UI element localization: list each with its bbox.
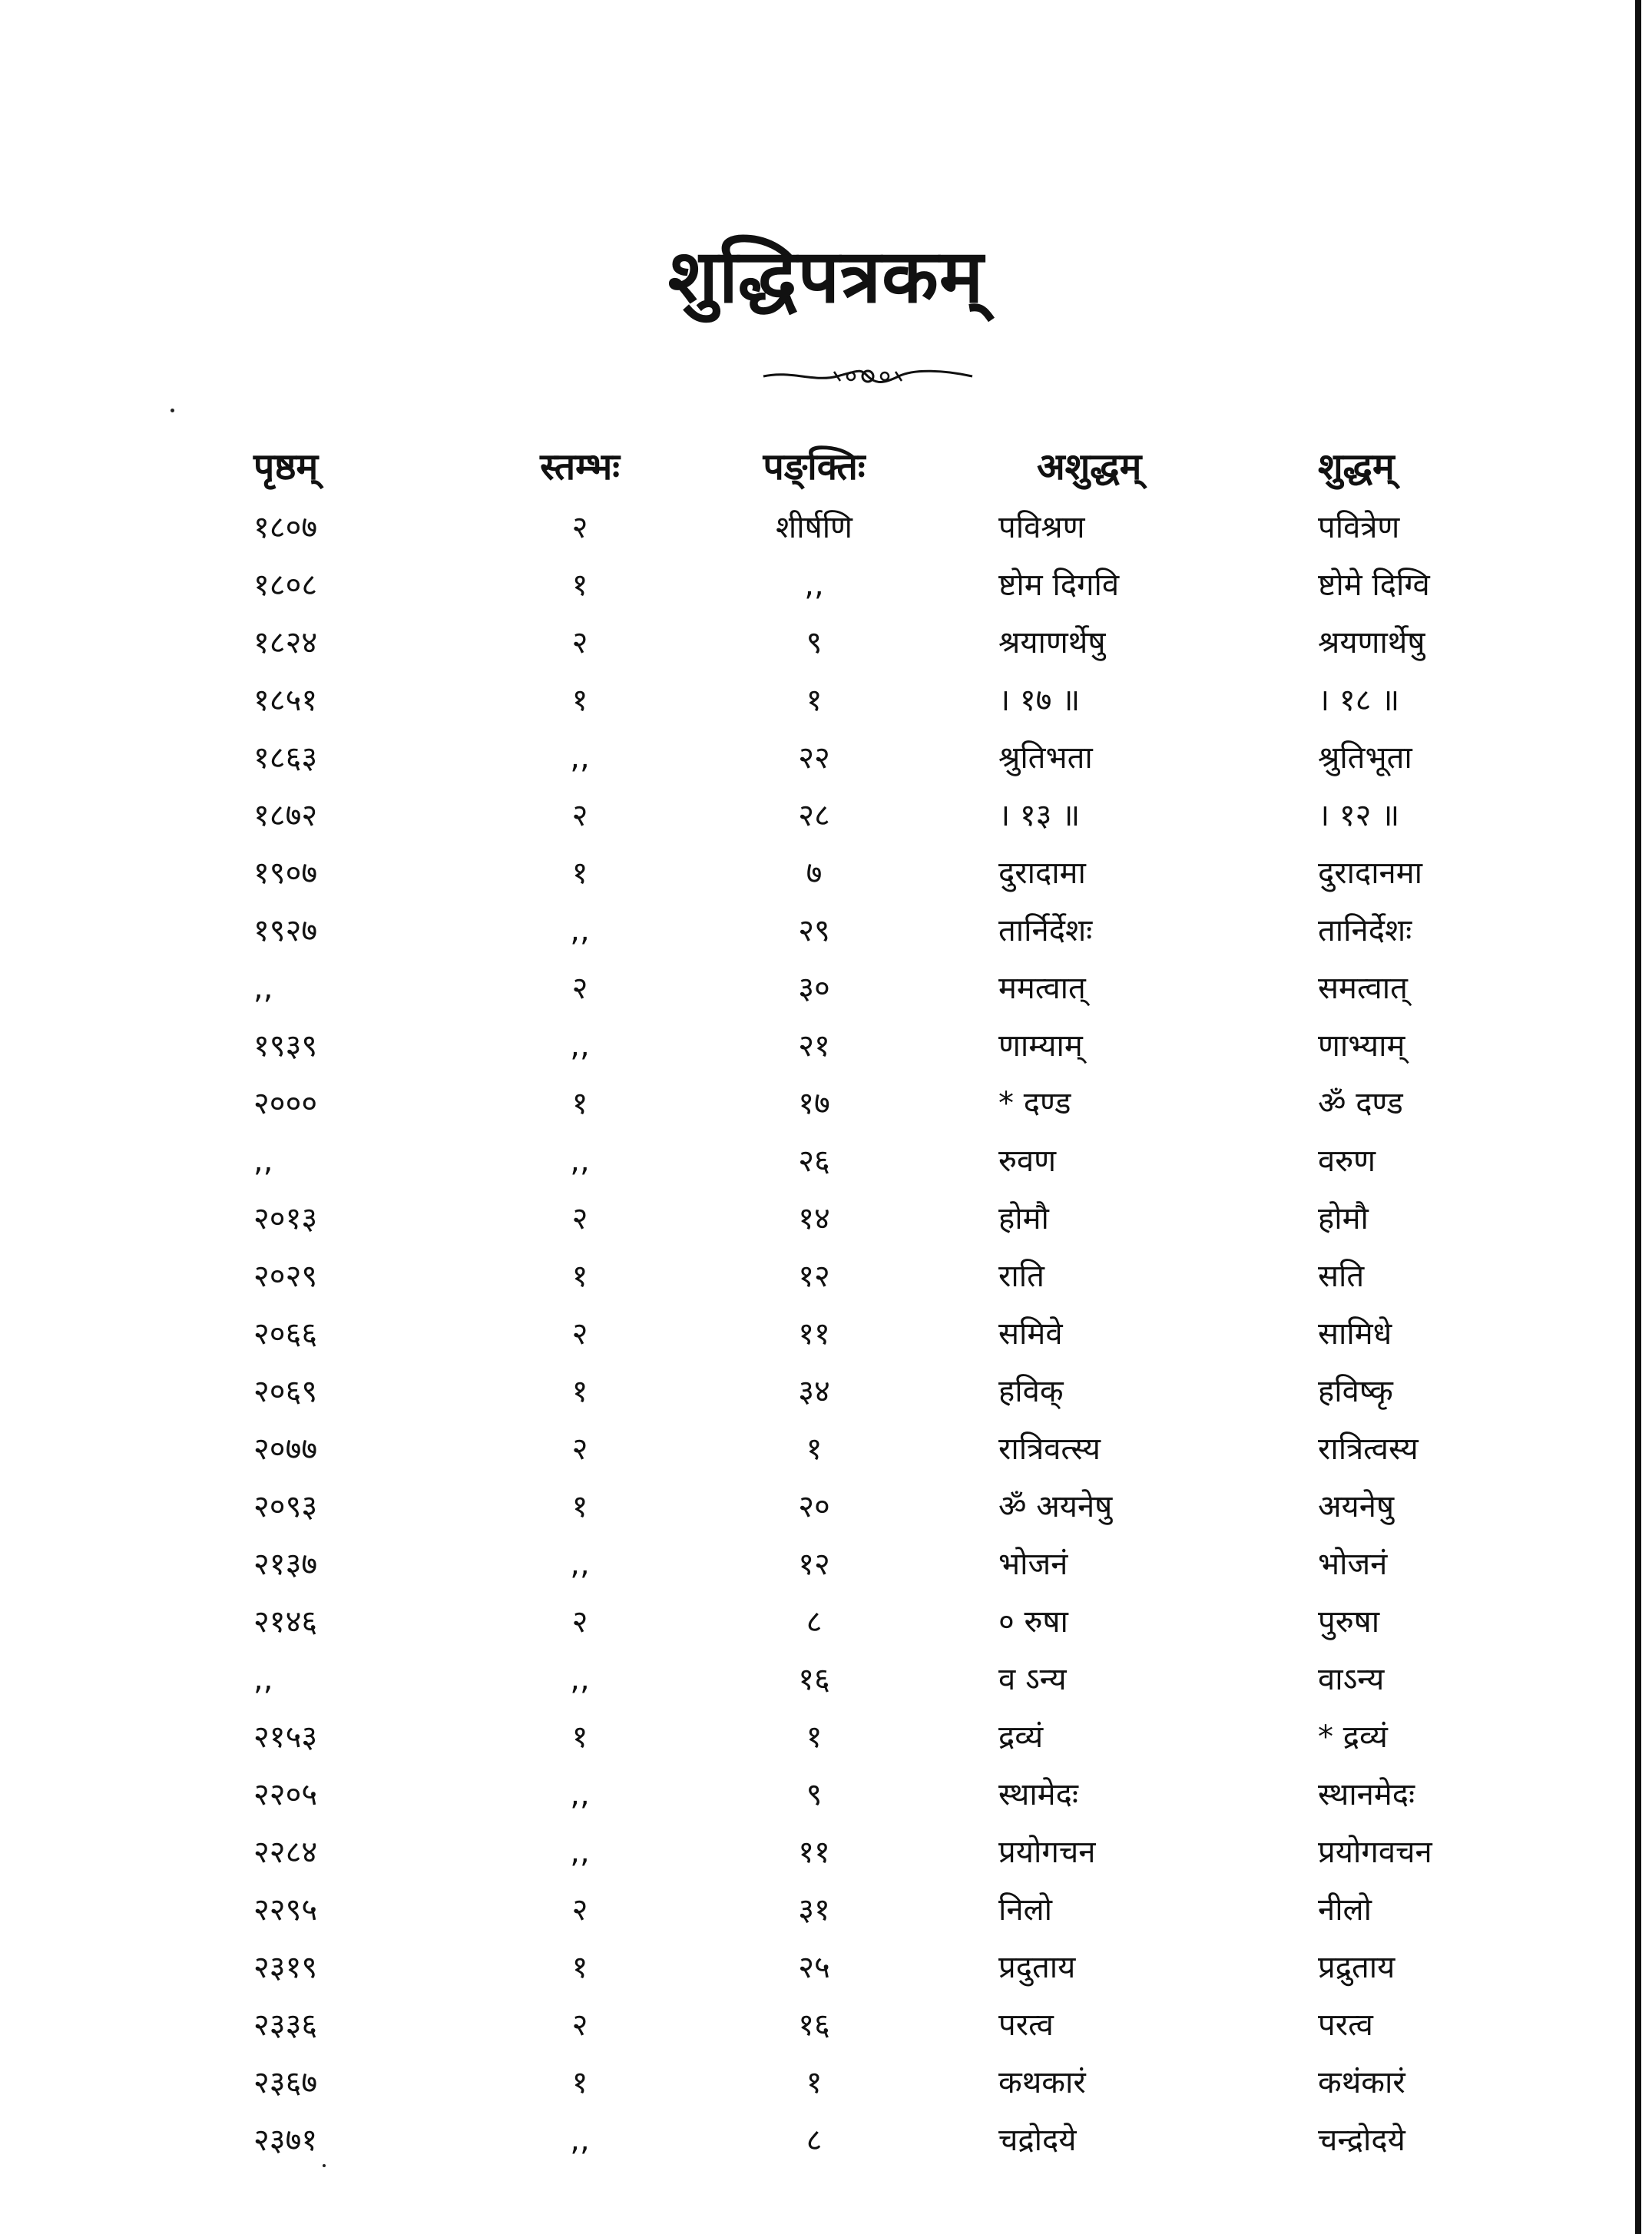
table-row — [0, 1075, 1652, 1133]
cell-correct: हविष्कृ — [1318, 1374, 1393, 1409]
cell-line: ३० — [798, 971, 830, 1006]
cell-incorrect: निलो — [998, 1892, 1053, 1928]
table-row — [0, 1421, 1652, 1478]
cell-line: ३४ — [798, 1374, 830, 1409]
cell-correct: दुरादानमा — [1318, 856, 1423, 891]
cell-line: ८ — [806, 2123, 823, 2158]
cell-correct: सामिधे — [1318, 1316, 1392, 1352]
cell-line: ११ — [798, 1835, 830, 1870]
cell-line: २९ — [798, 913, 830, 948]
cell-column: १ — [571, 1374, 588, 1409]
cell-incorrect: हविक् — [998, 1374, 1064, 1409]
cell-column: १ — [571, 1086, 588, 1121]
cell-incorrect: प्रदुताय — [998, 1950, 1076, 1985]
scan-speck — [170, 409, 174, 412]
cell-line: १ — [806, 2065, 823, 2100]
cell-line: ३१ — [798, 1892, 830, 1928]
cell-incorrect: श्रुतिभता — [998, 740, 1093, 776]
cell-page: २३७१ — [253, 2123, 318, 2158]
cell-line: २२ — [798, 740, 830, 776]
cell-line: १२ — [798, 1259, 830, 1294]
table-row — [0, 1018, 1652, 1075]
header-column: स्तम्भः — [540, 445, 620, 488]
table-row — [0, 1594, 1652, 1651]
cell-line: ११ — [798, 1316, 830, 1352]
table-row — [0, 1709, 1652, 1766]
table-row — [0, 845, 1652, 902]
cell-line: १४ — [798, 1201, 830, 1236]
cell-column: ,, — [570, 1777, 590, 1812]
cell-line: ७ — [806, 856, 823, 891]
cell-incorrect: चद्रोदये — [998, 2123, 1077, 2158]
cell-incorrect: तार्निर्देशः — [998, 913, 1093, 948]
table-row — [0, 1882, 1652, 1939]
cell-page: १८२४ — [253, 625, 318, 660]
cell-column: १ — [571, 856, 588, 891]
cell-line: ९ — [806, 1777, 823, 1812]
cell-incorrect: * दण्ड — [998, 1086, 1071, 1121]
cell-line: १७ — [798, 1086, 830, 1121]
table-row — [0, 1939, 1652, 1997]
cell-column: २ — [571, 798, 588, 833]
table-row — [0, 787, 1652, 845]
cell-column: ,, — [570, 2123, 590, 2158]
cell-page: २१५३ — [253, 1719, 318, 1755]
cell-page: १८०७ — [253, 510, 318, 545]
cell-correct: प्रयोगवचन — [1318, 1835, 1432, 1870]
cell-page: १८५१ — [253, 683, 318, 718]
cell-line: २६ — [798, 1143, 830, 1179]
cell-correct: सति — [1318, 1259, 1365, 1294]
cell-correct: होमौ — [1318, 1201, 1369, 1236]
cell-page: १९०७ — [253, 856, 318, 891]
table-row — [0, 1248, 1652, 1306]
cell-page: २१४६ — [253, 1604, 318, 1640]
cell-correct: प्रद्रुताय — [1318, 1950, 1395, 1985]
cell-correct: * द्रव्यं — [1318, 1719, 1388, 1755]
table-row — [0, 2054, 1652, 2112]
cell-line: ९ — [806, 625, 823, 660]
cell-column: ,, — [570, 1028, 590, 1064]
cell-column: ,, — [570, 1835, 590, 1870]
cell-page: १८७२ — [253, 798, 318, 833]
cell-column: २ — [571, 1604, 588, 1640]
cell-incorrect: समिवे — [998, 1316, 1063, 1352]
table-row — [0, 1824, 1652, 1882]
cell-page: २२०५ — [253, 1777, 318, 1812]
table-row — [0, 1306, 1652, 1363]
cell-correct: कथंकारं — [1318, 2065, 1405, 2100]
cell-correct: वाऽन्य — [1318, 1662, 1385, 1697]
cell-incorrect: ममत्वात् — [998, 971, 1086, 1006]
cell-correct: श्रुतिभूता — [1318, 740, 1412, 776]
cell-page: १८६३ — [253, 740, 318, 776]
cell-line: १६ — [798, 1662, 830, 1697]
cell-page: १९३९ — [253, 1028, 318, 1064]
cell-column: १ — [571, 1489, 588, 1524]
header-line: पङ्क्तिः — [763, 445, 866, 488]
cell-page: २०६६ — [253, 1316, 318, 1352]
cell-correct: णाभ्याम् — [1318, 1028, 1405, 1064]
cell-incorrect: कथकारं — [998, 2065, 1086, 2100]
table-row — [0, 499, 1652, 557]
cell-incorrect: भोजनं — [998, 1547, 1068, 1582]
cell-incorrect: ० रुषा — [998, 1604, 1068, 1640]
cell-line: ,, — [804, 568, 824, 603]
cell-line: १ — [806, 1719, 823, 1755]
table-row — [0, 1133, 1652, 1190]
cell-incorrect: परत्व — [998, 2007, 1054, 2043]
cell-incorrect: प्रयोगचन — [998, 1835, 1096, 1870]
cell-line: १२ — [798, 1547, 830, 1582]
cell-line: शीर्षणि — [776, 510, 852, 545]
cell-line: २५ — [798, 1950, 830, 1985]
table-row — [0, 1363, 1652, 1421]
cell-line: २० — [798, 1489, 830, 1524]
cell-correct: अयनेषु — [1318, 1489, 1395, 1524]
cell-column: ,, — [570, 740, 590, 776]
table-row — [0, 1766, 1652, 1824]
cell-incorrect: । १७ ॥ — [998, 683, 1081, 718]
table-row — [0, 557, 1652, 614]
table-row — [0, 902, 1652, 960]
cell-page: २३३६ — [253, 2007, 318, 2043]
cell-correct: । १८ ॥ — [1318, 683, 1400, 718]
cell-line: १ — [806, 683, 823, 718]
table-row — [0, 1536, 1652, 1594]
cell-column: २ — [571, 971, 588, 1006]
cell-incorrect: दुरादामा — [998, 856, 1086, 891]
cell-incorrect: होमौ — [998, 1201, 1049, 1236]
cell-page: ,, — [253, 1662, 273, 1697]
cell-column: १ — [571, 1259, 588, 1294]
header-page: पृष्ठम् — [253, 445, 319, 488]
cell-column: ,, — [570, 1547, 590, 1582]
cell-column: १ — [571, 683, 588, 718]
cell-correct: नीलो — [1318, 1892, 1372, 1928]
cell-correct: पवित्रेण — [1318, 510, 1400, 545]
cell-page: २०१३ — [253, 1201, 318, 1236]
cell-incorrect: ष्टोम दिगवि — [998, 568, 1120, 603]
cell-correct: । १२ ॥ — [1318, 798, 1400, 833]
cell-column: १ — [571, 568, 588, 603]
cell-page: २००० — [253, 1086, 318, 1121]
cell-correct: ॐ दण्ड — [1318, 1086, 1403, 1121]
cell-page: २२९५ — [253, 1892, 318, 1928]
cell-incorrect: ॐ अयनेषु — [998, 1489, 1113, 1524]
table-row — [0, 730, 1652, 787]
cell-correct: भोजनं — [1318, 1547, 1388, 1582]
cell-column: १ — [571, 1950, 588, 1985]
cell-correct: ष्टोमे दिग्वि — [1318, 568, 1430, 603]
cell-line: २८ — [798, 798, 830, 833]
cell-line: १६ — [798, 2007, 830, 2043]
page-title: शुद्धिपत्रकम् — [667, 233, 985, 319]
cell-incorrect: रात्रिवत्स्य — [998, 1431, 1101, 1467]
cell-correct: चन्द्रोदये — [1318, 2123, 1405, 2158]
cell-incorrect: राति — [998, 1259, 1045, 1294]
table-header-row — [0, 435, 1652, 499]
table-row — [0, 614, 1652, 672]
cell-page: २२८४ — [253, 1835, 318, 1870]
table-row — [0, 1478, 1652, 1536]
table-row — [0, 2112, 1652, 2169]
cell-column: १ — [571, 2065, 588, 2100]
table-row — [0, 672, 1652, 730]
header-incorrect: अशुद्धम् — [1037, 445, 1142, 488]
cell-page: २३१९ — [253, 1950, 318, 1985]
ornament-divider — [760, 362, 975, 390]
header-correct: शुद्धम् — [1318, 445, 1395, 488]
cell-correct: तानिर्देशः — [1318, 913, 1412, 948]
cell-line: ८ — [806, 1604, 823, 1640]
cell-incorrect: स्थामेदः — [998, 1777, 1078, 1812]
cell-page: २०२९ — [253, 1259, 318, 1294]
cell-correct: पुरुषा — [1318, 1604, 1380, 1640]
cell-incorrect: रुवण — [998, 1143, 1057, 1179]
cell-page: २३६७ — [253, 2065, 318, 2100]
table-row — [0, 1651, 1652, 1709]
cell-page: २०६९ — [253, 1374, 318, 1409]
cell-incorrect: णाम्याम् — [998, 1028, 1083, 1064]
cell-correct: श्रयणार्थेषु — [1318, 625, 1425, 660]
cell-incorrect: श्रयाणर्थेषु — [998, 625, 1106, 660]
errata-table — [0, 435, 1652, 2169]
cell-correct: रात्रित्वस्य — [1318, 1431, 1419, 1467]
cell-incorrect: । १३ ॥ — [998, 798, 1081, 833]
cell-column: २ — [571, 1201, 588, 1236]
cell-line: २१ — [798, 1028, 830, 1064]
cell-page: २१३७ — [253, 1547, 318, 1582]
cell-incorrect: द्रव्यं — [998, 1719, 1044, 1755]
cell-column: २ — [571, 625, 588, 660]
cell-page: १८०८ — [253, 568, 318, 603]
cell-column: २ — [571, 1892, 588, 1928]
cell-column: २ — [571, 1316, 588, 1352]
cell-page: १९२७ — [253, 913, 318, 948]
cell-correct: समत्वात् — [1318, 971, 1408, 1006]
cell-correct: वरुण — [1318, 1143, 1376, 1179]
cell-page: २०९३ — [253, 1489, 318, 1524]
cell-column: ,, — [570, 1143, 590, 1179]
cell-page: ,, — [253, 1143, 273, 1179]
table-row — [0, 1190, 1652, 1248]
cell-column: २ — [571, 1431, 588, 1467]
cell-column: १ — [571, 1719, 588, 1755]
cell-correct: परत्व — [1318, 2007, 1373, 2043]
table-row — [0, 1997, 1652, 2054]
cell-line: १ — [806, 1431, 823, 1467]
cell-page: २०७७ — [253, 1431, 318, 1467]
cell-correct: स्थानमेदः — [1318, 1777, 1415, 1812]
cell-column: २ — [571, 2007, 588, 2043]
cell-column: ,, — [570, 913, 590, 948]
table-row — [0, 960, 1652, 1018]
cell-incorrect: व ऽन्य — [998, 1662, 1067, 1697]
cell-column: २ — [571, 510, 588, 545]
cell-incorrect: पविश्रण — [998, 510, 1085, 545]
cell-page: ,, — [253, 971, 273, 1006]
cell-column: ,, — [570, 1662, 590, 1697]
